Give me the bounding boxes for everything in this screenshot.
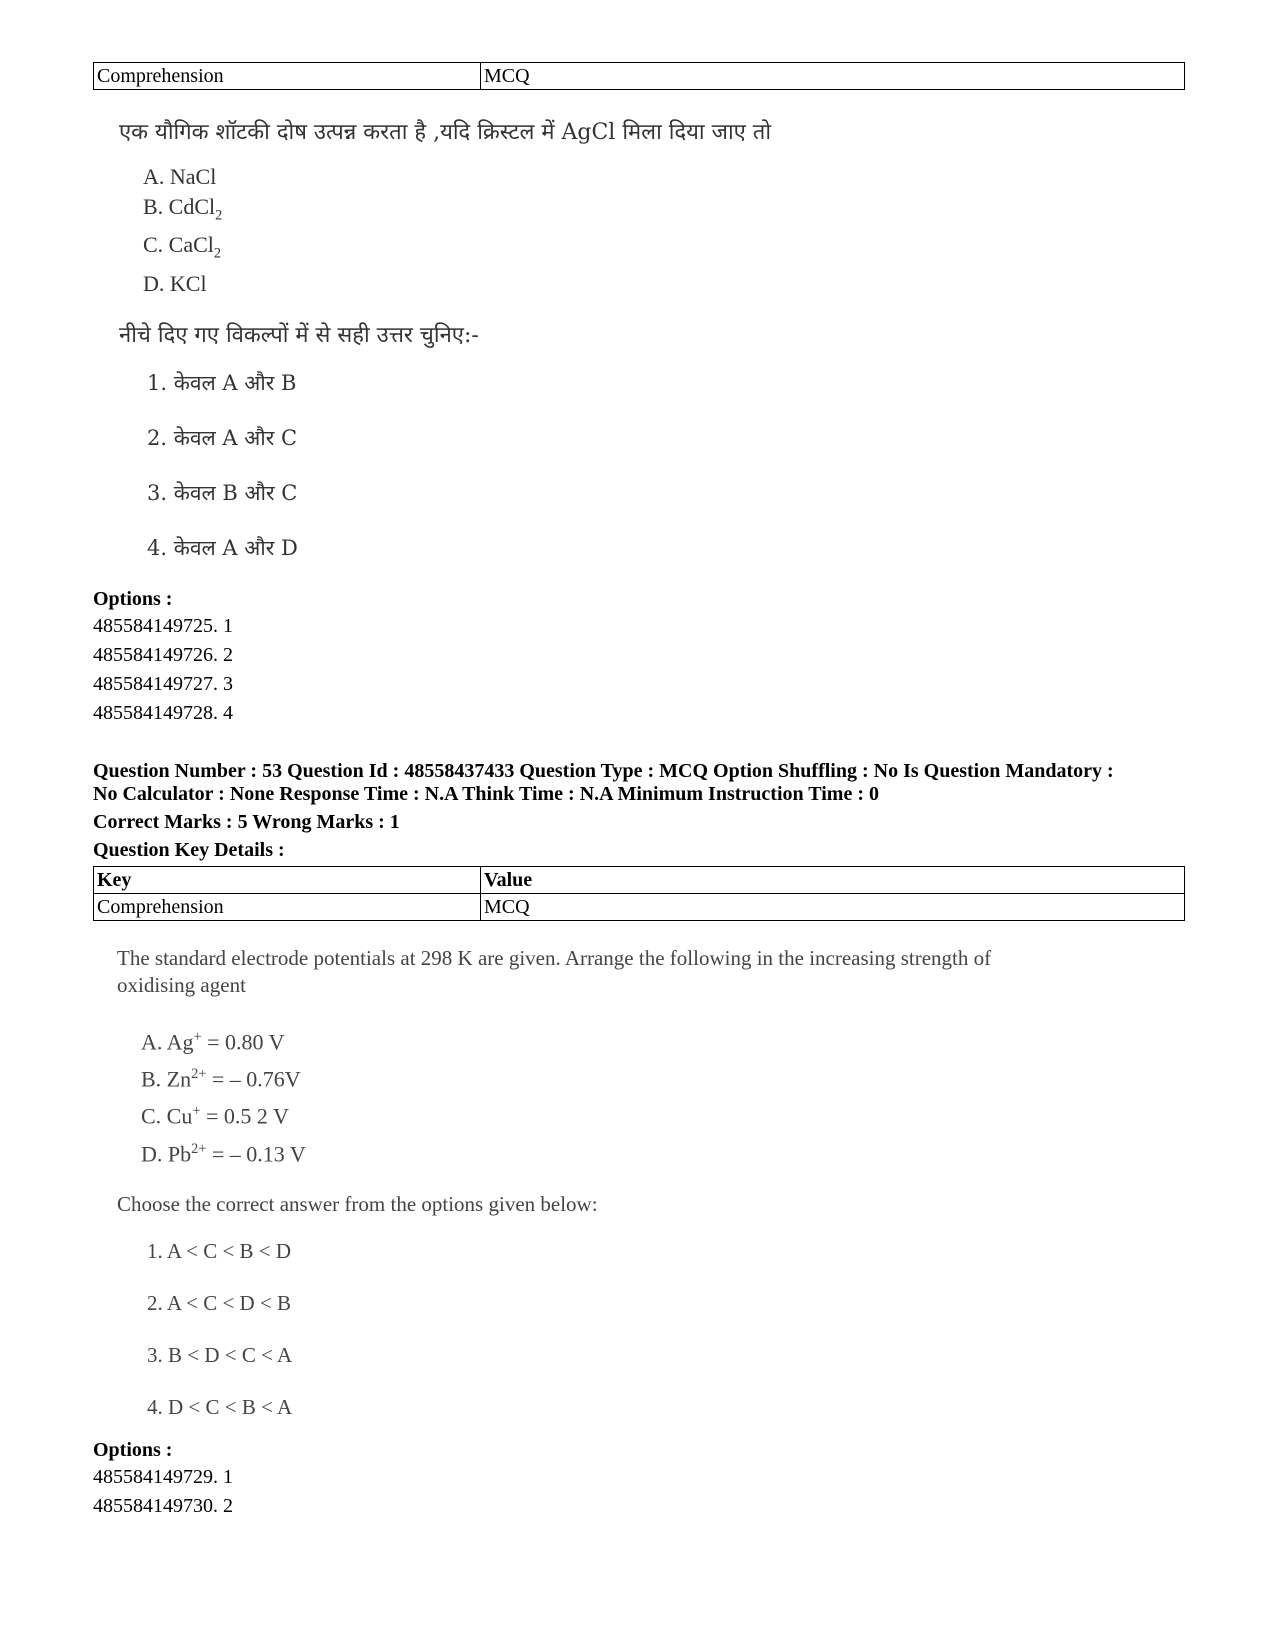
options-heading: Options : bbox=[93, 1439, 173, 1462]
list-item: 4. केवल A और D bbox=[147, 535, 298, 560]
table-cell-value: MCQ bbox=[481, 893, 1185, 920]
question-meta-line: Question Number : 53 Question Id : 48558437433 Question Type : MCQ Option Shuffling : No Is Question Mandatory : bbox=[93, 759, 1114, 782]
table-cell-key: Comprehension bbox=[94, 63, 481, 90]
question-52-body bbox=[119, 118, 1185, 574]
table-row bbox=[94, 63, 1185, 90]
question-stem: एक यौगिक शॉटकी दोष उत्पन्न करता है ,यदि क्रिस्टल में AgCl मिला दिया जाए तो bbox=[119, 120, 772, 145]
stem-line: The standard electrode potentials at 298 K are given. Arrange the following in the increasing strength of bbox=[117, 945, 992, 970]
list-item: B. CdCl$_2$ bbox=[143, 194, 223, 224]
table-cell-value: MCQ bbox=[481, 63, 1185, 90]
key-value-table-top bbox=[93, 62, 1185, 90]
list-item: 3. B < D < C < A bbox=[147, 1343, 293, 1368]
list-item: A. Ag+ = 0.80 V bbox=[141, 1028, 285, 1055]
key-details-heading: Question Key Details : bbox=[93, 838, 285, 861]
question-stem bbox=[117, 945, 1185, 999]
answer-list bbox=[119, 369, 1185, 574]
list-item: A. NaCl bbox=[143, 164, 217, 189]
list-item: D. $Pb^{2+}$ = – 0.13 V bbox=[141, 1140, 306, 1167]
options-list bbox=[93, 612, 1185, 728]
option-item: 485584149730. 2 bbox=[93, 1495, 233, 1518]
potential-list bbox=[141, 1021, 1185, 1170]
option-item: 485584149726. 2 bbox=[93, 643, 233, 666]
answer-list bbox=[117, 1239, 1185, 1429]
question-meta-line: No Calculator : None Response Time : N.A Think Time : N.A Minimum Instruction Time : 0 bbox=[93, 782, 879, 805]
marks-line: Correct Marks : 5 Wrong Marks : 1 bbox=[93, 810, 400, 833]
question-53-body bbox=[117, 945, 1185, 1429]
list-item: C. Cu+ = 0.5 2 V bbox=[141, 1103, 289, 1129]
list-item: 1. केवल A और B bbox=[147, 370, 297, 395]
option-item: 485584149725. 1 bbox=[93, 614, 233, 637]
options-list bbox=[93, 1463, 1185, 1521]
list-item: D. KCl bbox=[143, 270, 207, 296]
option-item: 485584149729. 1 bbox=[93, 1466, 233, 1489]
options-heading: Options : bbox=[93, 587, 173, 610]
list-item: 1. A < C < B < D bbox=[147, 1239, 292, 1264]
table-header-row bbox=[94, 866, 1185, 893]
stem-line: oxidising agent bbox=[117, 972, 246, 997]
question-53-header bbox=[93, 760, 1185, 862]
table-header-value: Value bbox=[481, 866, 1185, 893]
choose-instruction: नीचे दिए गए विकल्पों में से सही उत्तर चुनिए:- bbox=[119, 322, 479, 348]
list-item: B. $Zn^{2+}$ = – 0.76V bbox=[141, 1066, 301, 1092]
choose-instruction: Choose the correct answer from the options given below: bbox=[117, 1192, 598, 1217]
table-row bbox=[94, 893, 1185, 920]
list-item: 3. केवल B और C bbox=[147, 480, 298, 505]
table-cell-key: Comprehension bbox=[94, 893, 481, 920]
list-item: 2. केवल A और C bbox=[147, 425, 298, 450]
list-item: 2. A < C < D < B bbox=[147, 1291, 292, 1316]
option-item: 485584149728. 4 bbox=[93, 701, 233, 724]
document-page bbox=[93, 62, 1185, 1521]
key-value-table bbox=[93, 866, 1185, 921]
option-item: 485584149727. 3 bbox=[93, 672, 233, 695]
list-item: 4. D < C < B < A bbox=[147, 1395, 293, 1420]
list-item: C. CaCl$_2$ bbox=[143, 232, 222, 262]
table-header-key: Key bbox=[94, 866, 481, 893]
compound-list bbox=[143, 162, 1185, 299]
